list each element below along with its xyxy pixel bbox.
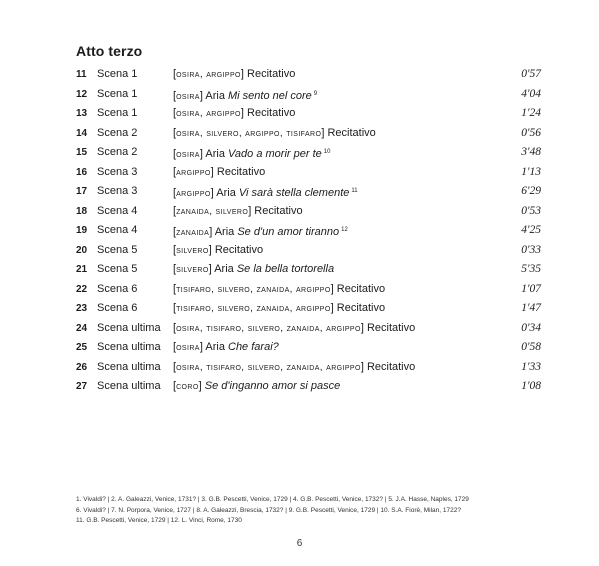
track-scene: Scena 4: [97, 204, 138, 217]
track-form: Recitativo: [213, 165, 266, 178]
track-cast: osira, tisifaro, silvero, zanaida, argippo: [176, 322, 361, 334]
track-scene: Scena ultima: [97, 380, 161, 392]
track-cast: osira: [176, 342, 200, 353]
track-row: [76, 299, 541, 319]
track-cast: argippo: [176, 166, 211, 178]
track-scene: Scena 1: [97, 87, 138, 100]
page-number: 6: [296, 538, 303, 549]
track-number: 16: [76, 166, 88, 178]
track-scene: Scena 5: [97, 243, 138, 256]
track-title: Mi sento nel core: [228, 89, 312, 102]
track-number: 17: [76, 186, 88, 197]
track-duration: 1'33: [521, 360, 541, 373]
track-description: [osira] Aria Vado a morir per te $^{10}$: [173, 148, 331, 160]
track-number: 12: [76, 88, 88, 100]
track-form: Recitativo: [363, 321, 416, 334]
track-form: Recitativo: [333, 282, 386, 295]
track-cast: osira, argippo: [176, 69, 241, 80]
track-description: [osira, silvero, argippo, tisifaro] Recitativo: [173, 126, 376, 139]
track-scene: Scena 2: [97, 146, 138, 158]
track-cast: osira: [176, 149, 200, 160]
track-description: [zanaida] Aria Se d'un amor tiranno $^{12}$: [173, 226, 348, 238]
track-duration: 0'56: [521, 126, 541, 139]
track-form: Recitativo: [251, 204, 303, 217]
track-description: [argippo] Aria Vi sarà stella clemente $^{11}$: [173, 187, 358, 199]
track-list: [76, 65, 541, 397]
track-description: [osira, argippo] Recitativo: [173, 68, 296, 80]
footnote-line: 6. Vivaldi? | 7. N. Porpora, Venice, 1727 | 8. A. Galeazzi, Brescia, 1732? | 9. G.B. Pescetti, Venice, 1729 | 10. S.A. Fiorè, Milan, 1722?: [76, 506, 461, 514]
track-scene: Scena 3: [97, 165, 138, 178]
track-row: [76, 85, 541, 105]
track-title: Se d'un amor tiranno: [237, 226, 340, 238]
track-row: [76, 280, 541, 300]
track-row: [76, 163, 541, 183]
track-form: Aria: [213, 187, 239, 199]
track-cast: zanaida, silvero: [176, 205, 249, 217]
track-duration: 1'13: [521, 165, 541, 178]
track-description: [argippo] Recitativo: [173, 165, 266, 178]
track-duration: 1'08: [521, 380, 541, 392]
track-title: Vado a morir per te: [228, 148, 322, 160]
track-number: 27: [76, 381, 88, 392]
track-cast: osira, silvero, argippo, tisifaro: [176, 127, 322, 139]
track-title: Se la bella tortorella: [236, 263, 335, 275]
track-scene: Scena 1: [97, 107, 138, 119]
track-duration: 0'33: [521, 243, 541, 256]
track-cast: argippo: [176, 188, 211, 199]
track-scene: Scena 6: [97, 282, 138, 295]
track-scene: Scena ultima: [97, 360, 161, 373]
track-form: Recitativo: [243, 107, 296, 119]
track-number: 24: [76, 322, 88, 334]
track-form: Aria: [211, 263, 237, 275]
track-duration: 5'35: [521, 263, 541, 275]
track-form: Recitativo: [333, 302, 386, 314]
track-description: [osira] Aria Mi sento nel core $^9$: [173, 89, 318, 102]
track-form: Aria: [212, 226, 238, 238]
track-number: 11: [76, 69, 87, 80]
track-duration: 0'57: [521, 68, 541, 80]
track-duration: 1'07: [521, 282, 541, 295]
track-row: [76, 338, 541, 358]
footnote-ref: 12: [341, 227, 348, 233]
track-number: 14: [76, 127, 88, 139]
track-duration: 0'53: [521, 204, 541, 217]
track-form: Aria: [202, 148, 228, 160]
track-cast: osira, argippo: [176, 108, 241, 119]
track-number: 13: [76, 108, 88, 119]
track-scene: Scena ultima: [97, 321, 161, 334]
track-description: [tisifaro, silvero, zanaida, argippo] Recitativo: [173, 282, 386, 295]
track-row: [76, 221, 541, 241]
track-description: [osira, tisifaro, silvero, zanaida, argippo] Recitativo: [173, 321, 416, 334]
track-number: 21: [76, 264, 88, 275]
track-number: 18: [76, 205, 88, 217]
track-row: [76, 65, 541, 85]
track-number: 15: [76, 147, 88, 158]
track-row: [76, 202, 541, 222]
track-scene: Scena 6: [97, 302, 138, 314]
track-description: [osira, tisifaro, silvero, zanaida, argippo] Recitativo: [173, 360, 416, 373]
footnote-line: 1. Vivaldi? | 2. A. Galeazzi, Venice, 1731? | 3. G.B. Pescetti, Venice, 1729 | 4. G.B. Pescetti, Venice, 1732? | 5. J.A. Hasse, Naples, 1729: [76, 496, 469, 503]
track-description: [osira, argippo] Recitativo: [173, 107, 296, 119]
track-title: Che farai?: [228, 341, 279, 353]
track-scene: Scena 3: [97, 185, 138, 197]
footnotes: [76, 495, 469, 527]
track-description: [coro] Se d'inganno amor si pasce: [173, 380, 341, 392]
track-number: 25: [76, 342, 88, 353]
track-duration: 1'47: [521, 302, 541, 314]
footnote-line: 11. G.B. Pescetti, Venice, 1729 | 12. L. Vinci, Rome, 1730: [76, 517, 242, 524]
track-row: [76, 124, 541, 144]
track-description: [silvero] Recitativo: [173, 243, 264, 256]
track-number: 19: [76, 225, 88, 236]
track-form: Aria: [202, 89, 228, 102]
track-duration: 0'58: [521, 341, 541, 353]
track-description: [tisifaro, silvero, zanaida, argippo] Recitativo: [173, 302, 386, 314]
track-cast: coro: [176, 381, 199, 392]
track-number: 22: [76, 283, 88, 295]
track-cast: osira, tisifaro, silvero, zanaida, argippo: [176, 361, 361, 373]
track-form: Recitativo: [324, 126, 376, 139]
footnote-ref: 11: [351, 188, 358, 194]
track-description: [silvero] Aria Se la bella tortorella: [173, 263, 335, 275]
track-duration: 4'04: [521, 87, 541, 100]
track-scene: Scena 1: [97, 68, 138, 80]
track-cast: osira: [176, 90, 200, 102]
track-form: Aria: [202, 341, 228, 353]
track-row: [76, 241, 541, 261]
track-form: Recitativo: [363, 360, 416, 373]
track-row: [76, 182, 541, 202]
footnote-ref: 9: [313, 90, 318, 97]
track-duration: 0'34: [521, 321, 541, 334]
track-description: [zanaida, silvero] Recitativo: [173, 204, 303, 217]
track-number: 23: [76, 303, 88, 314]
track-row: [76, 377, 541, 397]
track-row: [76, 260, 541, 280]
track-row: [76, 358, 541, 378]
track-cast: tisifaro, silvero, zanaida, argippo: [176, 303, 331, 314]
track-scene: Scena 4: [97, 224, 138, 236]
track-row: [76, 319, 541, 339]
track-scene: Scena ultima: [97, 341, 161, 353]
act-title: Atto terzo: [76, 43, 143, 59]
track-cast: tisifaro, silvero, zanaida, argippo: [176, 283, 331, 295]
track-duration: 3'48: [521, 146, 541, 158]
track-duration: 6'29: [521, 185, 541, 197]
track-scene: Scena 5: [97, 263, 138, 275]
track-form: Recitativo: [211, 243, 264, 256]
track-title: Se d'inganno amor si pasce: [204, 380, 341, 392]
footnote-ref: 10: [323, 149, 331, 155]
track-cast: zanaida: [176, 227, 210, 238]
track-cast: silvero: [176, 244, 209, 256]
track-cast: silvero: [176, 264, 209, 275]
track-row: [76, 143, 541, 163]
track-description: [osira] Aria Che farai?: [173, 341, 279, 353]
track-number: 26: [76, 361, 88, 373]
track-row: [76, 104, 541, 124]
track-scene: Scena 2: [97, 126, 138, 139]
track-number: 20: [76, 244, 88, 256]
track-title: Vi sarà stella clemente: [238, 187, 350, 199]
track-duration: 4'25: [521, 224, 541, 236]
track-form: Recitativo: [243, 68, 296, 80]
track-duration: 1'24: [521, 107, 541, 119]
